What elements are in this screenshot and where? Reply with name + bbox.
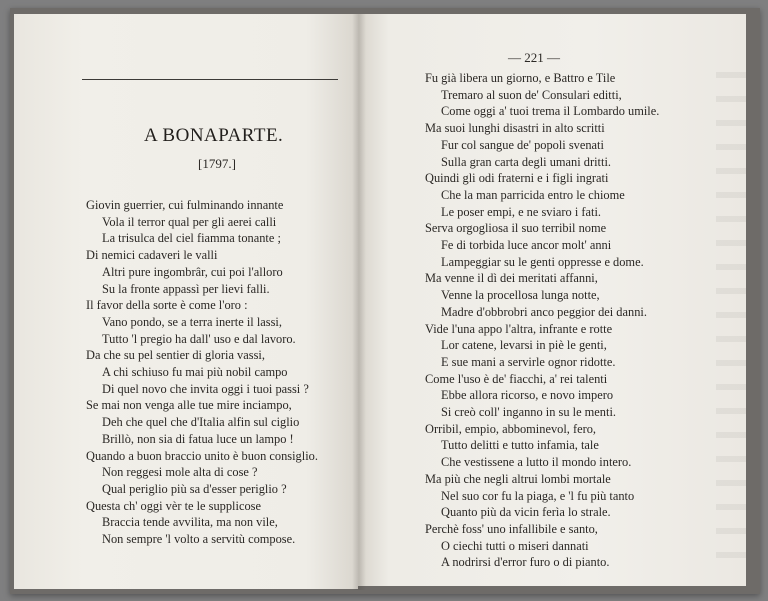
poem-line: E sue mani a servirle ognor ridotte. (441, 354, 616, 369)
poem-line: Che vestissene a lutto il mondo intero. (441, 455, 632, 470)
poem-line: Deh che quel che d'Italia alfin sul ciglio (102, 415, 300, 430)
poem-line: Tremaro al suon de' Consulari editti, (441, 87, 622, 102)
poem-line: Lor catene, levarsi in piè le genti, (441, 338, 607, 353)
poem-line: Quindi gli odi fraterni e i figli ingrati (425, 171, 609, 186)
poem-line: Ma venne il dì dei meritati affanni, (425, 271, 598, 286)
poem-line: Da che su pel sentier di gloria vassi, (86, 348, 265, 363)
poem-line: Orribil, empio, abbominevol, fero, (425, 421, 597, 436)
poem-line: Come oggi a' tuoi trema il Lombardo umile. (441, 104, 660, 119)
poem-line: Vide l'una appo l'altra, infrante e rotte (425, 321, 613, 336)
poem-line: Ma suoi lunghi disastri in alto scritti (425, 121, 605, 136)
poem-line: Tutto 'l pregio ha dall' uso e dal lavoro. (102, 331, 296, 346)
poem-line: Che la man parricida entro le chiome (441, 187, 625, 202)
poem-line: Ma più che negli altrui lombi mortale (425, 471, 611, 486)
poem-line: Come l'uso è de' fiacchi, a' rei talenti (425, 371, 608, 386)
poem-line: Questa ch' oggi vèr te le supplicose (86, 498, 261, 513)
poem-line: Quando a buon braccio unito è buon consiglio. (86, 448, 318, 463)
left-poem-text (86, 197, 318, 548)
poem-line: Si creò coll' inganno in su le menti. (441, 405, 616, 420)
poem-line: Vola il terror qual per gli aerei calli (102, 214, 277, 229)
poem-line: Vano pondo, se a terra inerte il lassi, (102, 314, 282, 329)
show-through-text (716, 54, 746, 574)
header-rule (82, 79, 338, 80)
poem-line: Fu già libera un giorno, e Battro e Tile (425, 71, 616, 85)
poem-line: Ebbe allora ricorso, e novo impero (441, 388, 614, 403)
page-number: — 221 — (508, 50, 560, 65)
poem-line: Giovin guerrier, cui fulminando innante (86, 198, 284, 212)
book-gutter (352, 14, 366, 590)
poem-line: Brillò, non sia di fatua luce un lampo ! (102, 431, 294, 446)
poem-line: Di quel novo che invita oggi i tuoi passi ? (102, 381, 309, 396)
poem-line: Sulla gran carta degli umani dritti. (441, 154, 611, 169)
poem-line: Serva orgogliosa il suo terribil nome (425, 221, 607, 236)
poem-line: Non sempre 'l volto a servitù compose. (102, 532, 296, 547)
poem-line: Le poser empi, e ne sviaro i fati. (441, 204, 601, 219)
poem-line: Di nemici cadaveri le valli (86, 248, 218, 263)
poem-line: Madre d'obbrobri anco peggior dei danni. (441, 304, 647, 319)
poem-line: Fe di torbida luce ancor molt' anni (441, 238, 612, 253)
poem-line: Fur col sangue de' popoli svenati (441, 137, 604, 152)
poem-line: A nodrirsi d'error furo o di pianto. (441, 555, 610, 570)
poem-line: Tutto delitti e tutto infamia, tale (441, 438, 599, 453)
poem-line: Nel suo cor fu la piaga, e 'l fu più tanto (441, 488, 635, 503)
poem-line: Se mai non venga alle tue mire inciampo, (86, 398, 292, 413)
poem-line: O ciechi tutti o miseri dannati (441, 538, 589, 553)
poem-line: Il favor della sorte è come l'oro : (86, 298, 248, 313)
poem-line: A chi schiuso fu mai più nobil campo (102, 365, 288, 380)
poem-line: Altri pure ingombrâr, cui poi l'alloro (102, 264, 283, 279)
poem-line: Non reggesi mole alta di cose ? (102, 465, 258, 480)
right-poem-text (425, 70, 659, 571)
poem-line: Braccia tende avvilita, ma non vile, (102, 515, 278, 530)
poem-line: Qual periglio più sa d'esser periglio ? (102, 481, 287, 496)
poem-title: A BONAPARTE. (144, 125, 284, 146)
poem-line: Lampeggiar su le genti oppresse e dome. (441, 254, 644, 269)
poem-year: [1797.] (198, 156, 236, 171)
poem-line: Quanto più da vicin ferìa lo strale. (441, 505, 611, 520)
poem-line: Su la fronte appassì per lievi falli. (102, 281, 270, 296)
poem-line: La trisulca del ciel fiamma tonante ; (102, 231, 281, 246)
poem-line: Venne la procellosa lunga notte, (441, 288, 600, 303)
poem-line: Perchè foss' uno infallibile e santo, (425, 521, 598, 536)
